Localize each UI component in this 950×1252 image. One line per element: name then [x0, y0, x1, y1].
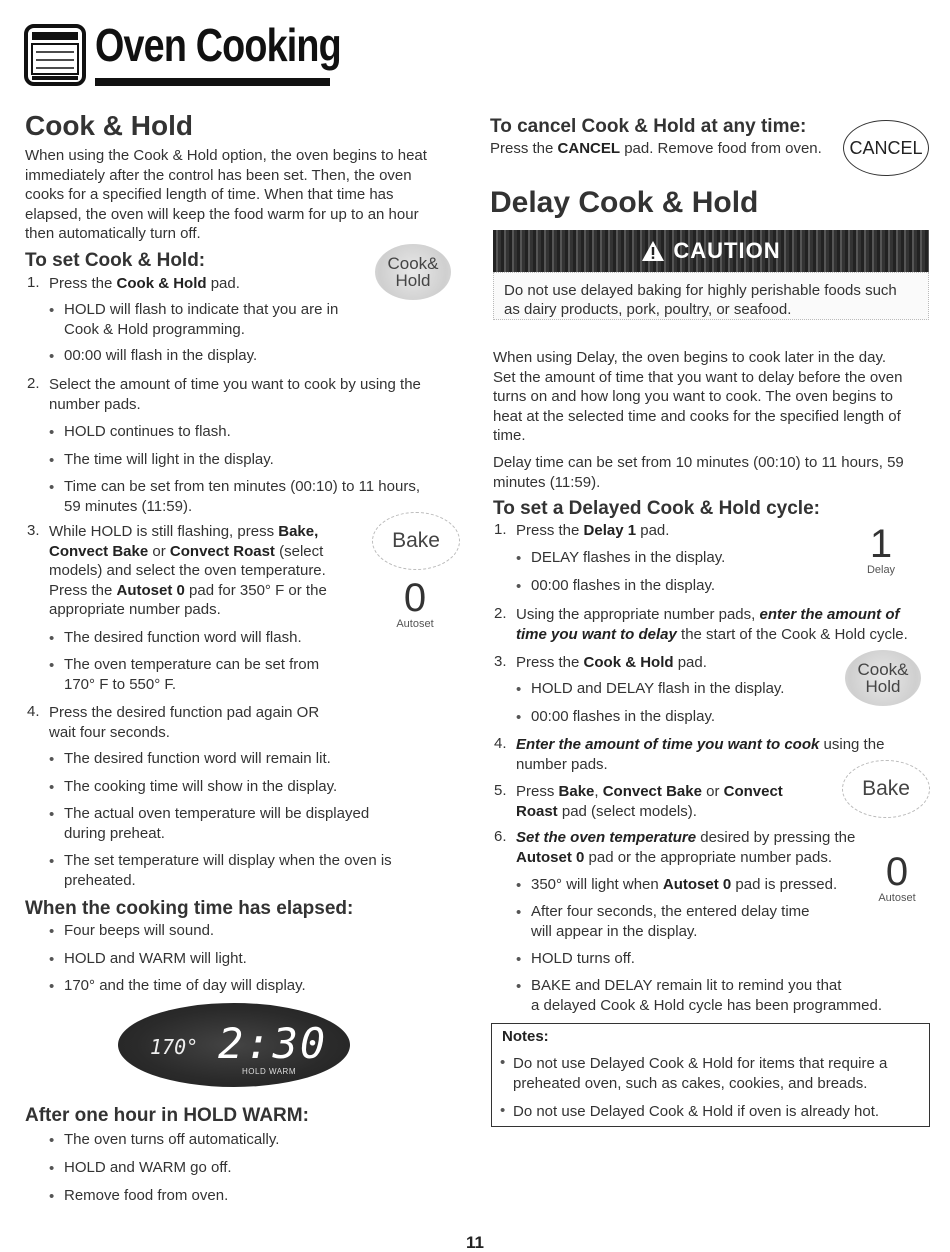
step-4-bullet-2: The cooking time will show in the display.	[64, 778, 338, 795]
step-4-bullet-4: The set temperature will display when the oven is preheated.	[64, 852, 392, 889]
bullet: •	[516, 681, 522, 698]
bullet: •	[49, 853, 55, 870]
step-2-bullet-1: HOLD continues to flash.	[64, 423, 231, 440]
step-2-bullet-2: The time will light in the display.	[64, 451, 274, 468]
bullet: •	[49, 630, 55, 647]
step-1-bullet-2: 00:00 will flash in the display.	[64, 347, 258, 364]
delay-pad-icon: 1 Delay	[866, 522, 896, 576]
caution-message: Do not use delayed baking for highly perishable foods such as dairy products, pork, poultry, or seafood.	[493, 272, 929, 320]
step-number: 6.	[494, 828, 507, 845]
cancel-pad-icon: CANCEL	[843, 120, 929, 176]
subheading-set-cook-hold: To set Cook & Hold:	[25, 250, 206, 271]
bullet: •	[500, 1102, 506, 1119]
bullet: •	[516, 978, 522, 995]
elapsed-bullet-1: Four beeps will sound.	[64, 922, 215, 939]
subheading-set-delayed: To set a Delayed Cook & Hold cycle:	[493, 498, 820, 519]
delay-step-1-bullet-2: 00:00 flashes in the display.	[531, 577, 716, 594]
after-bullet-2: HOLD and WARM go off.	[64, 1159, 232, 1176]
caution-banner	[493, 230, 929, 272]
delay-step-2: Using the appropriate number pads, enter the amount of time you want to delay the start of the Cook & Hold cycle.	[516, 606, 908, 643]
cook-hold-intro: When using the Cook & Hold option, the oven begins to heat immediately after the control has been set. Then, the oven cooks for a specified length of time. When that time has elapsed, the oven will keep the food warm for up to an hour then automatically turn off.	[25, 147, 427, 242]
step-number: 3.	[27, 522, 40, 539]
delay-step-1-bullet-1: DELAY flashes in the display.	[531, 549, 726, 566]
delay-step-1: Press the Delay 1 pad.	[516, 522, 670, 539]
step-number: 2.	[27, 375, 40, 392]
bake-pad-icon: Bake	[842, 760, 930, 818]
section-title-delay-cook-hold: Delay Cook & Hold	[490, 186, 759, 219]
bullet: •	[49, 978, 55, 995]
delay-step-6: Set the oven temperature desired by pressing the Autoset 0 pad or the appropriate number pads.	[516, 829, 856, 866]
delay-range: Delay time can be set from 10 minutes (00:10) to 11 hours, 59 minutes (11:59).	[493, 454, 904, 491]
delay-step-3-bullet-1: HOLD and DELAY flash in the display.	[531, 680, 785, 697]
bullet: •	[49, 452, 55, 469]
bullet: •	[49, 657, 55, 674]
bullet: •	[49, 1160, 55, 1177]
step-number: 1.	[27, 274, 40, 291]
autoset-pad-icon: 0 Autoset	[878, 850, 916, 904]
page-number: 11	[466, 1233, 484, 1252]
bullet: •	[516, 550, 522, 567]
step-2-bullet-3: Time can be set from ten minutes (00:10) to 11 hours, 59 minutes (11:59).	[64, 478, 421, 515]
step-1: Press the Cook & Hold pad.	[49, 275, 240, 292]
delay-step-5: Press Bake, Convect Bake or Convect Roast pad (select models).	[516, 783, 783, 820]
section-title-cook-hold: Cook & Hold	[25, 110, 193, 141]
step-number: 3.	[494, 653, 507, 670]
after-bullet-1: The oven turns off automatically.	[64, 1131, 280, 1148]
subheading-cancel: To cancel Cook & Hold at any time:	[490, 116, 807, 137]
bullet: •	[49, 951, 55, 968]
bullet: •	[516, 709, 522, 726]
cook-hold-pad-icon: Cook& Hold	[845, 650, 921, 706]
warning-icon	[641, 240, 665, 262]
elapsed-bullet-2: HOLD and WARM will light.	[64, 950, 247, 967]
step-number: 2.	[494, 605, 507, 622]
step-number: 5.	[494, 782, 507, 799]
cook-hold-pad-icon: Cook& Hold	[375, 244, 451, 300]
caution-label: CAUTION	[673, 238, 781, 263]
bullet: •	[500, 1054, 506, 1071]
step-number: 4.	[27, 703, 40, 720]
bullet: •	[49, 751, 55, 768]
subheading-time-elapsed: When the cooking time has elapsed:	[25, 898, 354, 919]
step-4-bullet-3: The actual oven temperature will be displayed during preheat.	[64, 805, 370, 842]
delay-intro: When using Delay, the oven begins to cook later in the day. Set the amount of time that you want to delay before the oven turns on and how long you want to cook. The oven begins to heat at the selected time and cooks for the specified length of time.	[493, 349, 903, 444]
step-number: 4.	[494, 735, 507, 752]
elapsed-bullet-3: 170° and the time of day will display.	[64, 977, 306, 994]
subheading-after-hold-warm: After one hour in HOLD WARM:	[25, 1105, 309, 1126]
after-bullet-3: Remove food from oven.	[64, 1187, 229, 1204]
step-3: While HOLD is still flashing, press Bake, Convect Bake or Convect Roast (select models) and select the oven temperature. Press the Autoset 0 pad for 350° F or the appropriate number pads.	[49, 523, 327, 618]
delay-step-6-bullet-1: 350° will light when Autoset 0 pad is pressed.	[531, 876, 838, 893]
step-number: 1.	[494, 521, 507, 538]
step-4: Press the desired function pad again OR wait four seconds.	[49, 704, 320, 741]
notes-heading: Notes:	[502, 1028, 549, 1045]
bullet: •	[49, 923, 55, 940]
delay-step-6-bullet-3: HOLD turns off.	[531, 950, 635, 967]
bullet: •	[49, 479, 55, 496]
bake-pad-icon: Bake	[372, 512, 460, 570]
bullet: •	[49, 302, 55, 319]
bullet: •	[49, 1188, 55, 1205]
bullet: •	[49, 424, 55, 441]
note-2: Do not use Delayed Cook & Hold if oven is already hot.	[513, 1103, 880, 1120]
note-1: Do not use Delayed Cook & Hold for items that require a preheated oven, such as cakes, cookies, and breads.	[513, 1055, 888, 1092]
step-3-bullet-1: The desired function word will flash.	[64, 629, 302, 646]
bullet: •	[516, 578, 522, 595]
display-time: 2:30	[218, 1019, 328, 1068]
bullet: •	[49, 348, 55, 365]
bullet: •	[49, 1132, 55, 1149]
step-4-bullet-1: The desired function word will remain lit.	[64, 750, 331, 767]
notes-box	[491, 1023, 930, 1127]
bullet: •	[49, 779, 55, 796]
bullet: •	[516, 877, 522, 894]
bullet: •	[516, 904, 522, 921]
display-status: HOLD WARM	[242, 1067, 296, 1076]
autoset-pad-icon: 0 Autoset	[396, 576, 434, 630]
header-rule	[95, 78, 330, 86]
display-temperature: 170°	[150, 1035, 199, 1059]
bullet: •	[516, 951, 522, 968]
oven-icon	[24, 24, 86, 86]
step-3-bullet-2: The oven temperature can be set from 170° F to 550° F.	[64, 656, 320, 693]
step-2: Select the amount of time you want to cook by using the number pads.	[49, 376, 421, 413]
bullet: •	[49, 806, 55, 823]
delay-step-3-bullet-2: 00:00 flashes in the display.	[531, 708, 716, 725]
step-1-bullet-1: HOLD will flash to indicate that you are in Cook & Hold programming.	[64, 301, 339, 338]
delay-step-4: Enter the amount of time you want to cook using the number pads.	[516, 736, 885, 773]
delay-step-3: Press the Cook & Hold pad.	[516, 654, 707, 671]
oven-display	[118, 1003, 350, 1087]
delay-step-6-bullet-2: After four seconds, the entered delay time will appear in the display.	[531, 903, 810, 940]
delay-step-6-bullet-4: BAKE and DELAY remain lit to remind you that a delayed Cook & Hold cycle has been programmed.	[531, 977, 883, 1014]
cancel-instructions: Press the CANCEL pad. Remove food from oven.	[490, 140, 822, 157]
page-header-title: Oven Cooking	[95, 19, 341, 71]
